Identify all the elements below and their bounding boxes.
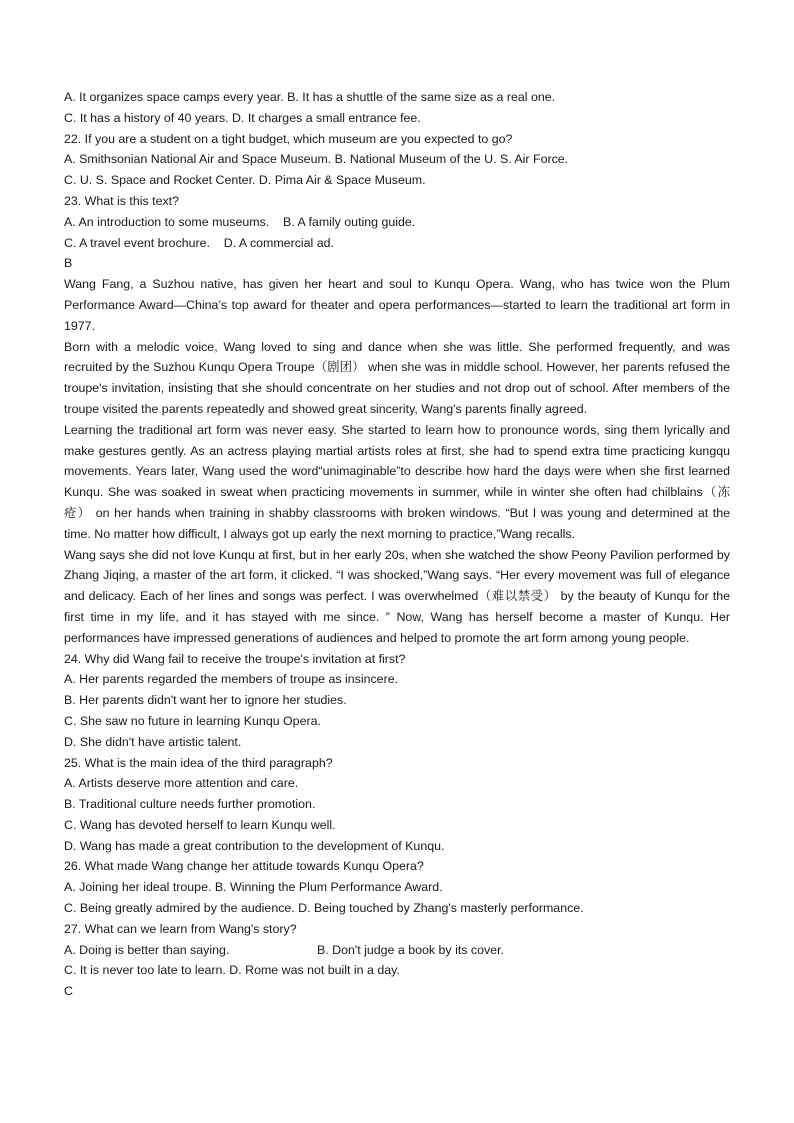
question-22: 22. If you are a student on a tight budget, which museum are you expected to go?: [64, 131, 513, 146]
option-line: [64, 940, 730, 961]
passage-paragraph-4: Wang says she did not love Kunqu at first, but in her early 20s, when she watched the show Peony Pavilion performed by Zhang Jiqing, a master of the art form, it clicked. “I was shocked,”Wang says. “Her every movement was full of elegance and delicacy. Each of her lines and songs was perfect. I was overwhelmed（难以禁受） by the beauty of Kunqu for the first time in my life, and it has stayed with me since. ” Now, Wang has herself become a master of Kunqu. Her performances have impressed generations of audiences and helped to promote the art form among young people.: [64, 547, 730, 645]
question-27: 27. What can we learn from Wang's story?: [64, 921, 297, 936]
option-line: A. Artists deserve more attention and care.: [64, 776, 299, 791]
passage-paragraph-3: Learning the traditional art form was never easy. She started to learn how to pronounce words, sing them lyrically and make gestures gently. As an actress playing martial artists roles at first, she had to spend extra time practicing kungqu movements. Years later, Wang used the word“unimaginable”to describe how hard the days were when she first learned Kunqu. She was soaked in sweat when practicing movements in summer, while in winter she often had chilblains（冻疮） on her hands when training in shabby classrooms with broken windows. “But I was young and determined at the time. No matter how difficult, I always got up early the next morning to practice,”Wang recalls.: [64, 422, 730, 541]
question-24: 24. Why did Wang fail to receive the troupe's invitation at first?: [64, 651, 406, 666]
option-line: C. She saw no future in learning Kunqu Opera.: [64, 713, 321, 728]
option-27-b: B. Don't judge a book by its cover.: [317, 942, 504, 957]
option-line: D. She didn't have artistic talent.: [64, 734, 242, 749]
option-line: C. Wang has devoted herself to learn Kunqu well.: [64, 817, 336, 832]
document-page: [64, 87, 730, 1002]
passage-paragraph-1: Wang Fang, a Suzhou native, has given her heart and soul to Kunqu Opera. Wang, who has twice won the Plum Performance Award—China’s top award for theater and opera performances—started to learn the traditional art form in 1977.: [64, 277, 730, 333]
question-23: 23. What is this text?: [64, 193, 180, 208]
option-line: B. Her parents didn't want her to ignore her studies.: [64, 693, 347, 708]
option-line: A. Joining her ideal troupe. B. Winning the Plum Performance Award.: [64, 880, 443, 895]
option-line: C. It is never too late to learn. D. Rome was not built in a day.: [64, 963, 400, 978]
option-line: A. It organizes space camps every year. B. It has a shuttle of the same size as a real one.: [64, 90, 556, 104]
question-26: 26. What made Wang change her attitude towards Kunqu Opera?: [64, 859, 424, 874]
question-25: 25. What is the main idea of the third paragraph?: [64, 755, 333, 770]
option-line: A. An introduction to some museums. B. A family outing guide.: [64, 214, 416, 229]
option-line: B. Traditional culture needs further promotion.: [64, 797, 316, 812]
option-line: A. Smithsonian National Air and Space Museum. B. National Museum of the U. S. Air Force.: [64, 152, 569, 167]
option-line: A. Her parents regarded the members of troupe as insincere.: [64, 672, 399, 687]
section-b-heading: B: [64, 256, 73, 271]
option-line: C. Being greatly admired by the audience. D. Being touched by Zhang's masterly performance.: [64, 901, 584, 916]
section-c-heading: C: [64, 984, 73, 999]
option-line: C. A travel event brochure. D. A commercial ad.: [64, 235, 334, 250]
option-27-a: A. Doing is better than saying.: [64, 942, 230, 957]
option-line: C. It has a history of 40 years. D. It charges a small entrance fee.: [64, 110, 421, 125]
option-line: D. Wang has made a great contribution to the development of Kunqu.: [64, 838, 445, 853]
passage-paragraph-2: Born with a melodic voice, Wang loved to sing and dance when she was little. She performed frequently, and was recruited by the Suzhou Kunqu Opera Troupe（剧团） when she was in middle school. However, her parents refused the troupe's invitation, insisting that she should concentrate on her studies and not drop out of school. After members of the troupe visited the parents repeatedly and showed great sincerity, Wang's parents finally agreed.: [64, 339, 730, 416]
option-line: C. U. S. Space and Rocket Center. D. Pima Air & Space Museum.: [64, 173, 426, 188]
